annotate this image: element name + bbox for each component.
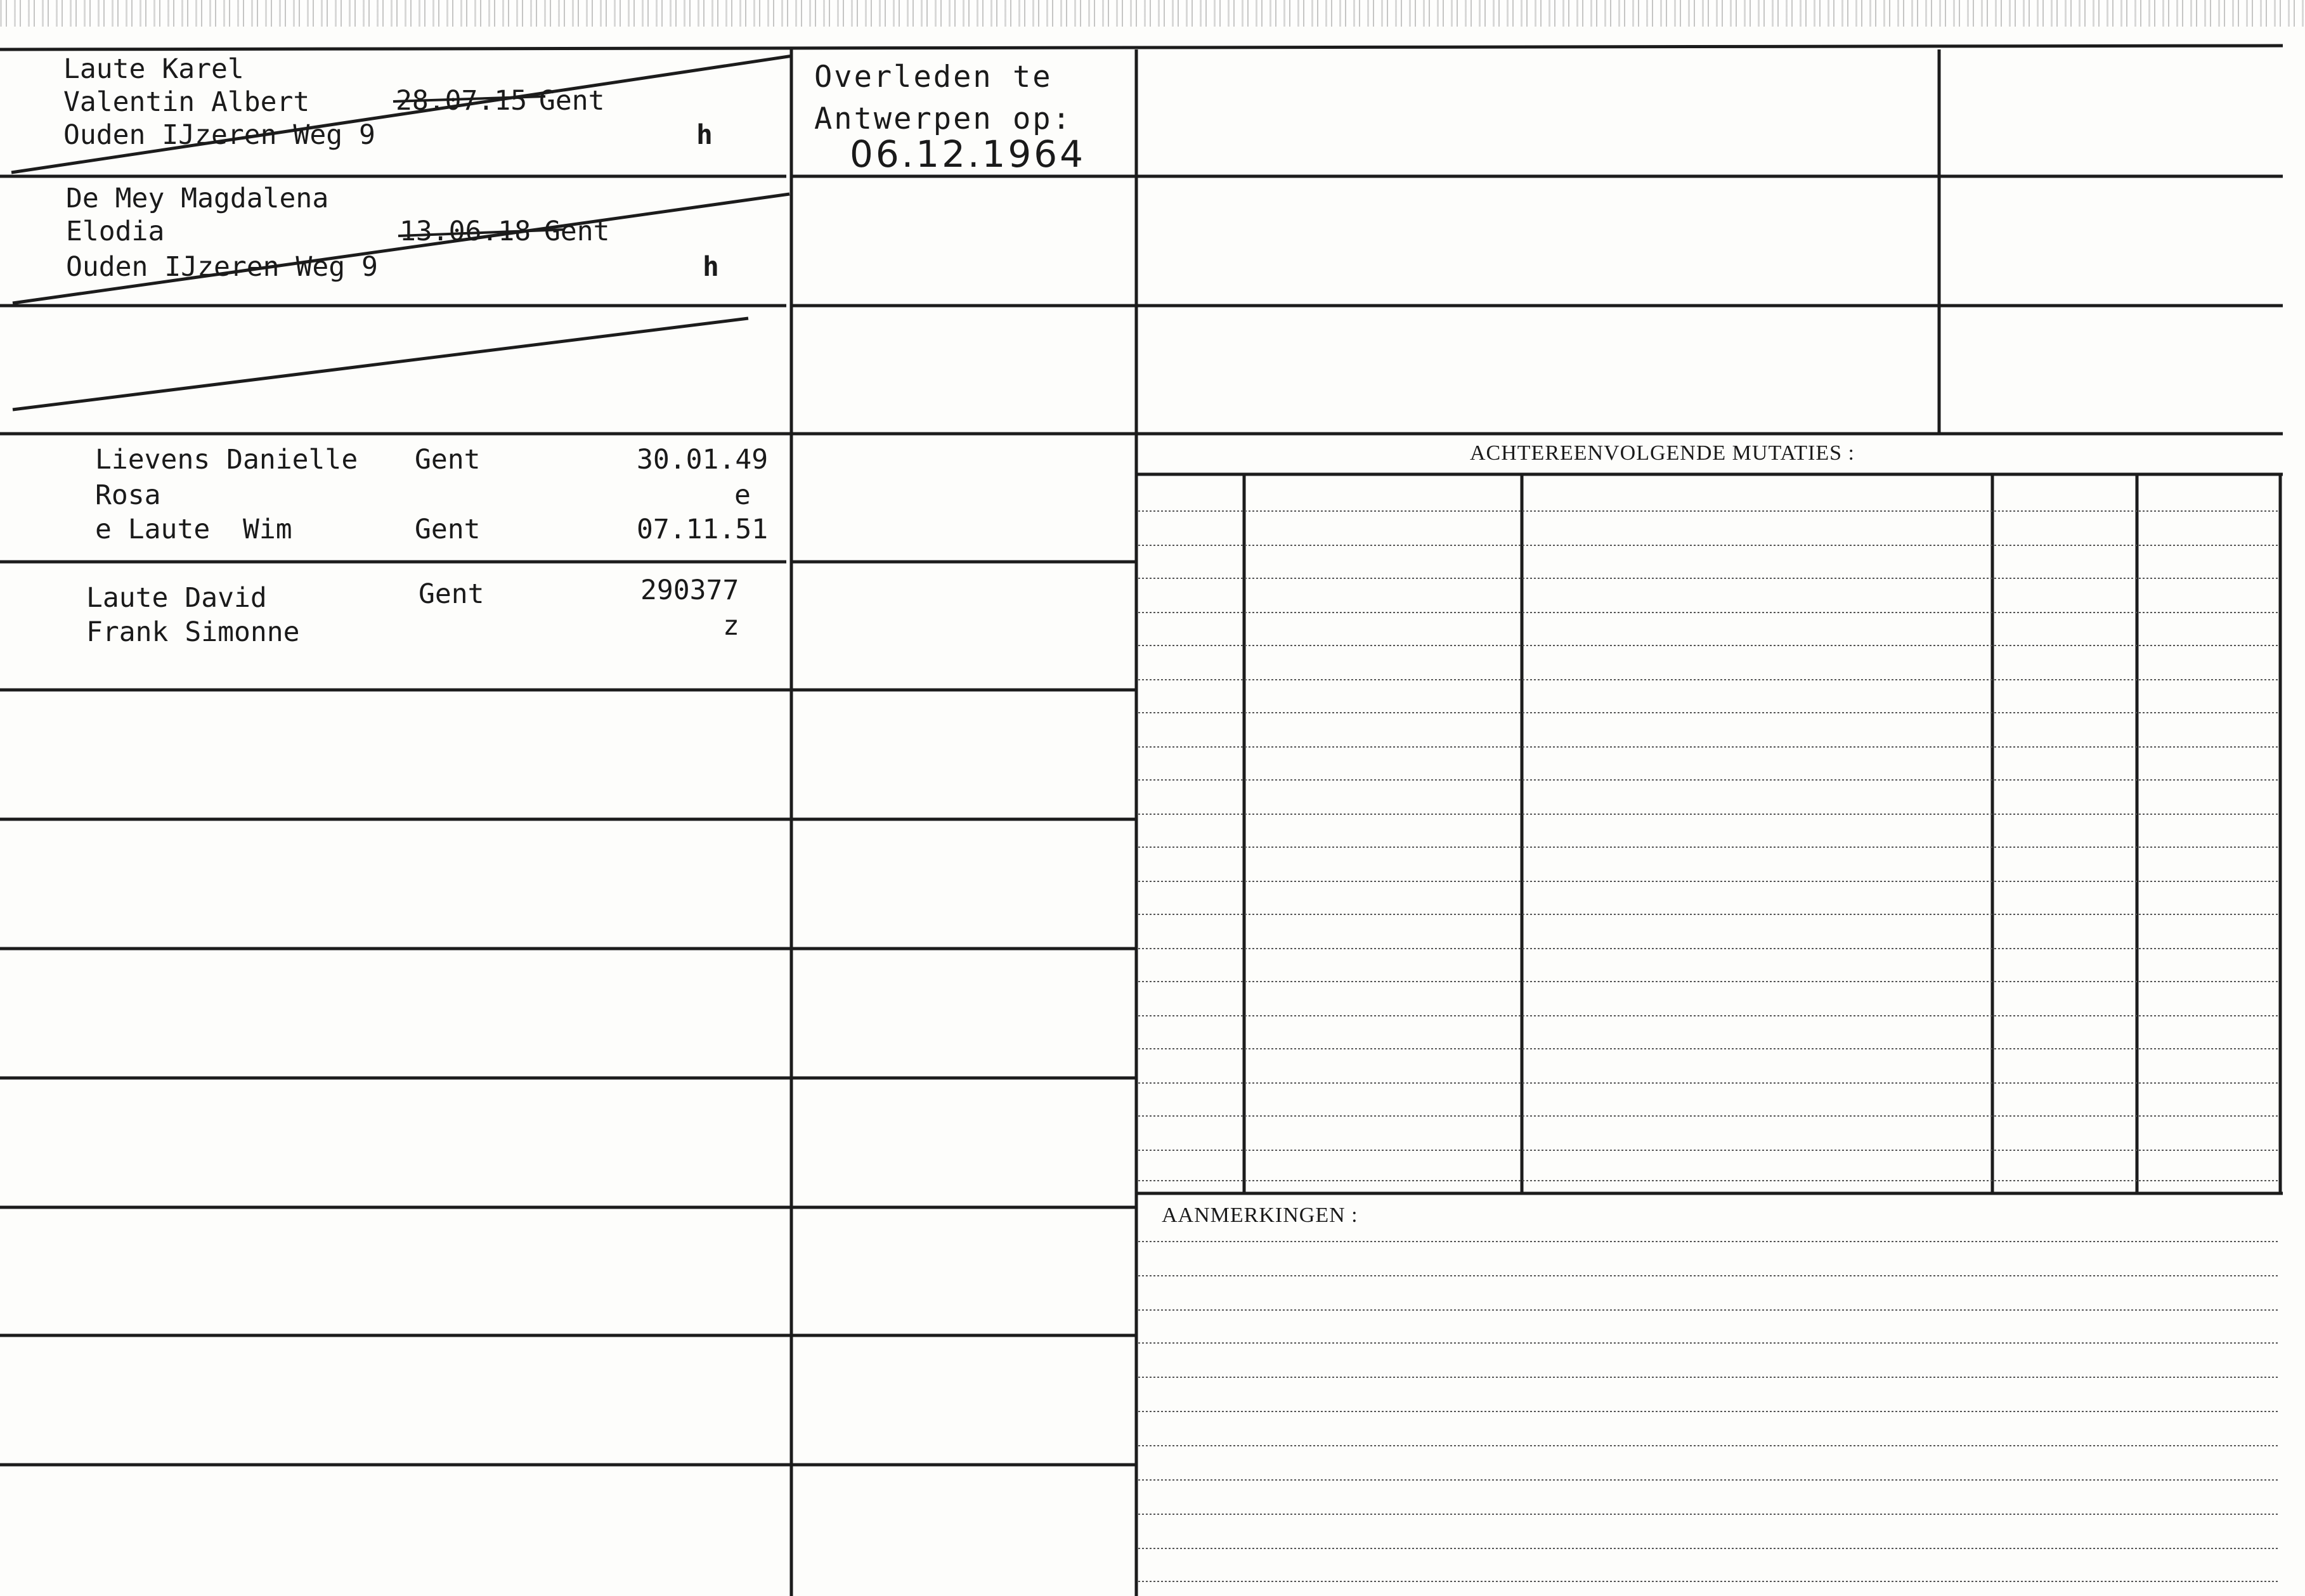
- row1-place: Gent: [539, 85, 605, 117]
- death-note-line2: Antwerpen op:: [814, 101, 1072, 136]
- row1-date: 28.07.15: [396, 85, 528, 117]
- row1-mark: h: [696, 119, 713, 151]
- row4-date3: 07.11.51: [637, 514, 769, 545]
- row4-place3: Gent: [415, 514, 481, 545]
- row4-name-line2: Rosa: [95, 479, 161, 511]
- row1-name-line1: Laute Karel: [63, 53, 244, 85]
- death-date: 06.12.1964: [850, 133, 1086, 176]
- mutaties-header: ACHTEREENVOLGENDE MUTATIES :: [1470, 441, 1855, 465]
- row5-date2: z: [723, 610, 739, 642]
- row2-name-line1: De Mey Magdalena: [66, 183, 329, 214]
- row1-address: Ouden IJzeren Weg 9: [63, 119, 375, 151]
- row5-place1: Gent: [419, 578, 484, 610]
- row2-address: Ouden IJzeren Weg 9: [66, 251, 378, 283]
- row4-place1: Gent: [415, 444, 481, 476]
- row2-date: 13.06.18: [399, 216, 531, 247]
- row4-name-line3: e Laute Wim: [95, 514, 292, 545]
- aanmerkingen-header: AANMERKINGEN :: [1162, 1203, 1358, 1227]
- row4-date2: e: [734, 479, 751, 511]
- row4-name-line1: Lievens Danielle: [95, 444, 358, 476]
- row2-place: Gent: [544, 216, 610, 247]
- row2-name-line2: Elodia: [66, 216, 165, 247]
- death-note-line1: Overleden te: [814, 60, 1053, 94]
- row5-date1: 290377: [640, 574, 739, 606]
- row1-name-line2: Valentin Albert: [63, 86, 310, 118]
- row4-date1: 30.01.49: [637, 444, 769, 476]
- row5-name-line1: Laute David: [86, 582, 267, 614]
- row2-mark: h: [703, 251, 719, 283]
- row5-name-line2: Frank Simonne: [86, 616, 300, 648]
